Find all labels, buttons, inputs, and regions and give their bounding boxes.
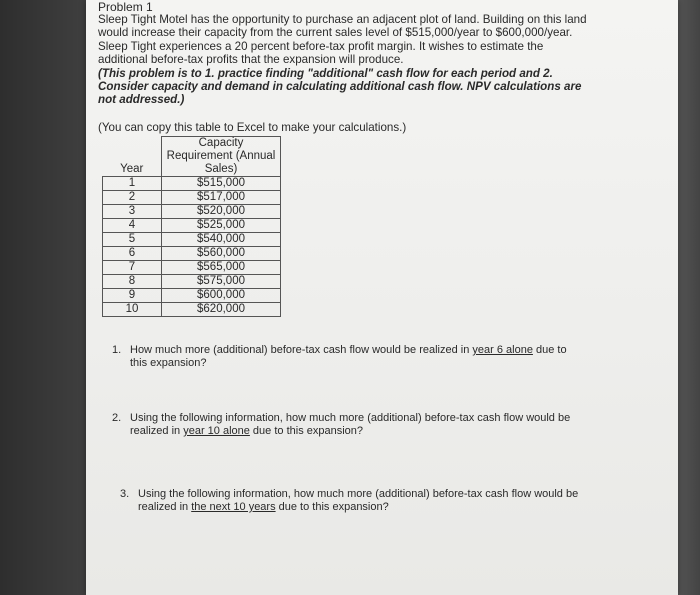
problem-intro — [98, 13, 658, 107]
cell-capacity: $520,000 — [162, 205, 281, 219]
cell-capacity: $575,000 — [162, 275, 281, 289]
question-text: realized in — [130, 425, 184, 437]
question-emphasis: year 10 alone — [183, 425, 250, 437]
question-text: this expansion? — [130, 357, 207, 369]
document-page — [86, 0, 678, 595]
table-row — [103, 289, 281, 303]
header-capacity-line: Sales) — [204, 163, 238, 175]
capacity-table — [102, 136, 281, 317]
intro-line: Sleep Tight Motel has the opportunity to purchase an adjacent plot of land. Building on this land — [98, 13, 587, 26]
question-3 — [120, 488, 640, 514]
instruction-line: not addressed.) — [98, 93, 185, 107]
question-text: Using the following information, how much more (additional) before-tax cash flow would be — [138, 488, 579, 500]
question-emphasis: the next 10 years — [191, 501, 276, 513]
background-left — [0, 0, 90, 595]
question-text: realized in — [138, 501, 192, 513]
cell-capacity: $620,000 — [162, 303, 281, 317]
cell-capacity: $517,000 — [162, 191, 281, 205]
header-capacity-line: Requirement (Annual — [166, 150, 276, 162]
intro-line: Sleep Tight experiences a 20 percent before-tax profit margin. It wishes to estimate the — [98, 39, 544, 53]
table-row — [103, 233, 281, 247]
intro-line: additional before-tax profits that the expansion will produce. — [98, 53, 404, 67]
table-row — [103, 177, 281, 191]
cell-year: 1 — [103, 177, 162, 191]
table-row — [103, 275, 281, 289]
cell-capacity: $525,000 — [162, 219, 281, 233]
instruction-line: (This problem is to 1. practice finding "additional" cash flow for each period and 2. — [98, 66, 553, 80]
table-row — [103, 247, 281, 261]
cell-capacity: $565,000 — [162, 261, 281, 275]
question-1 — [112, 344, 632, 370]
header-year: Year — [103, 137, 162, 177]
question-text: due to this expansion? — [275, 501, 389, 513]
question-number: 3. — [120, 488, 130, 500]
table-row — [103, 219, 281, 233]
problem-title: Problem 1 — [98, 0, 153, 14]
cell-capacity: $560,000 — [162, 247, 281, 261]
cell-year: 3 — [103, 205, 162, 219]
cell-year: 2 — [103, 191, 162, 205]
question-emphasis: year 6 alone — [472, 344, 533, 356]
cell-year: 7 — [103, 261, 162, 275]
question-text: due to — [532, 344, 567, 356]
copy-note: (You can copy this table to Excel to make your calculations.) — [98, 121, 407, 134]
question-number: 2. — [112, 412, 122, 424]
cell-capacity: $600,000 — [162, 289, 281, 303]
instruction-line: Consider capacity and demand in calculating additional cash flow. NPV calculations are — [98, 80, 582, 94]
cell-year: 5 — [103, 233, 162, 247]
cell-capacity: $515,000 — [162, 177, 281, 191]
question-text: Using the following information, how much more (additional) before-tax cash flow would be — [130, 412, 571, 424]
table-row — [103, 261, 281, 275]
intro-line: would increase their capacity from the current sales level of $515,000/year to $600,000/year. — [98, 26, 573, 40]
header-capacity — [162, 137, 281, 177]
question-text: How much more (additional) before-tax cash flow would be realized in — [130, 344, 473, 356]
header-capacity-line: Capacity — [198, 137, 244, 149]
table-row — [103, 303, 281, 317]
capacity-table-wrap — [102, 136, 281, 317]
table-row — [103, 205, 281, 219]
cell-year: 6 — [103, 247, 162, 261]
cell-year: 4 — [103, 219, 162, 233]
question-2 — [112, 412, 632, 438]
cell-capacity: $540,000 — [162, 233, 281, 247]
cell-year: 10 — [103, 303, 162, 317]
cell-year: 8 — [103, 275, 162, 289]
cell-year: 9 — [103, 289, 162, 303]
question-number: 1. — [112, 344, 122, 356]
question-text: due to this expansion? — [249, 425, 364, 437]
table-row — [103, 191, 281, 205]
